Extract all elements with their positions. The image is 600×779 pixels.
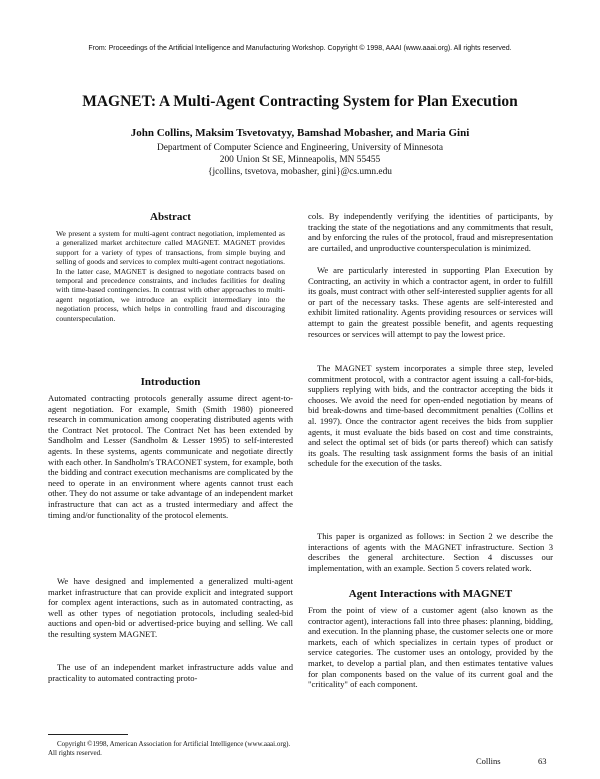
abstract-heading: Abstract (150, 211, 191, 223)
intro-paragraph-2: We have designed and implemented a generalized multi-agent market infrastructure that can provide explicit and integrated support for complex agent interactions, such as in automated contracting, as well as other types of negotiation protocols, including sealed-bid auctions and open-bid or advertised-price buying and selling. We call the resulting system MAGNET. (48, 576, 293, 639)
right-paragraph-2: The MAGNET system incorporates a simple three step, leveled commitment protocol, with a contractor agent issuing a call-for-bids, suppliers replying with bids, and the contractor accepting the bids it chooses. We avoid the need for open-ended negotiation by means of bid break-downs and time-based decommitment penalties (Collins et al. 1997). Once the contractor agent receives the bids from supplier agents, it must evaluate the bids based on cost and time constraints, and select the optimal set of bids (or parts thereof) which can satisfy its goals. The resulting task assignment forms the basis of an initial schedule for the execution of the tasks. (308, 363, 553, 469)
intro-paragraph-3: The use of an independent market infrastructure adds value and practicality to automated contracting proto- (48, 662, 293, 683)
agent-interactions-heading: Agent Interactions with MAGNET (348, 588, 513, 600)
introduction-heading: Introduction (140, 376, 201, 388)
footnote-rule (48, 734, 128, 735)
paper-title: MAGNET: A Multi-Agent Contracting System for Plan Execution (82, 93, 518, 110)
right-paragraph-3: This paper is organized as follows: in Section 2 we describe the interactions of agents with the MAGNET infrastructure. Section 3 describes the general architecture. Section 4 discusses our implementation, with an example. Section 5 covers related work. (308, 531, 553, 573)
right-paragraph-0: cols. By independently verifying the identities of participants, by tracking the state of the negotiations and any commitments that result, and by enforcing the rules of the protocol, fraud and misrepresentation are curtailed, and unproductive counterspeculation is minimized. (308, 211, 553, 253)
author-list: John Collins, Maksim Tsvetovatyy, Bamshad Mobasher, and Maria Gini (130, 127, 470, 139)
affiliation-address: 200 Union St SE, Minneapolis, MN 55455 (219, 155, 381, 165)
abstract-text: We present a system for multi-agent contract negotiation, implemented as a generalized market architecture called MAGNET. MAGNET provides support for a variety of types of transactions, from simple buying and selling of goods and services to complex multi-agent contract negotiations. In the latter case, MAGNET is designed to negotiate contracts based on temporal and precedence constraints, and includes facilities for dealing with time-based contingencies. In contrast with other approaches to multi-agent negotiation, we introduce an explicit intermediary into the negotiation process, which helps in controlling fraud and discouraging counterspeculation. (56, 229, 285, 323)
source-line: From: Proceedings of the Artificial Intelligence and Manufacturing Workshop. Copyright © 1998, AAAI (www.aaai.org). All rights reserved. (88, 45, 512, 52)
right-paragraph-1: We are particularly interested in supporting Plan Execution by Contracting, an activity in which a contractor agent, in order to fulfill its goals, must contract with other self-interested supplier agents for all or part of the necessary tasks. These agents are self-interested and exhibit limited rationality. Agents providing resources or services will attempt to gain the greatest possible benefit, and agents requesting resources or services will attempt to pay the lowest price. (308, 265, 553, 339)
right-paragraph-4: From the point of view of a customer agent (also known as the contractor agent), interactions fall into three phases: planning, bidding, and execution. In the planning phase, the customer selects one or more markets, each of which specializes in certain types of product or service categories. The customer uses an ontology, provided by the market, to develop a partial plan, and then estimates tentative values for plan components based on the value of its current goal and the "criticality" of each component. (308, 605, 553, 690)
affiliation-dept: Department of Computer Science and Engineering, University of Minnesota (156, 143, 444, 153)
affiliation-email: {jcollins, tsvetova, mobasher, gini}@cs.umn.edu (208, 167, 392, 177)
intro-paragraph-1: Automated contracting protocols generally assume direct agent-to-agent negotiation. For example, Smith (Smith 1980) pioneered research in communication among cooperating distributed agents with the Contract Net protocol. The Contract Net has been extended by Sandholm and Lesser (Sandholm & Lesser 1995) to self-interested agents. In these systems, agents communicate and negotiate directly with each other. In Sandholm's TRACONET system, for example, both the bidding and contract execution mechanisms are complicated by the need to operate in an environment where agents cannot trust each other. They do not assume or take advantage of an independent market infrastructure that can act as a trusted intermediary and affect the timing and/or functionality of the protocol elements. (48, 393, 293, 520)
page-number: 63 (538, 756, 547, 766)
footer-author-name: Collins (476, 756, 501, 766)
copyright-footnote: Copyright ©1998, American Association for Artificial Intelligence (www.aaai.org). All rights reserved. (48, 740, 291, 757)
